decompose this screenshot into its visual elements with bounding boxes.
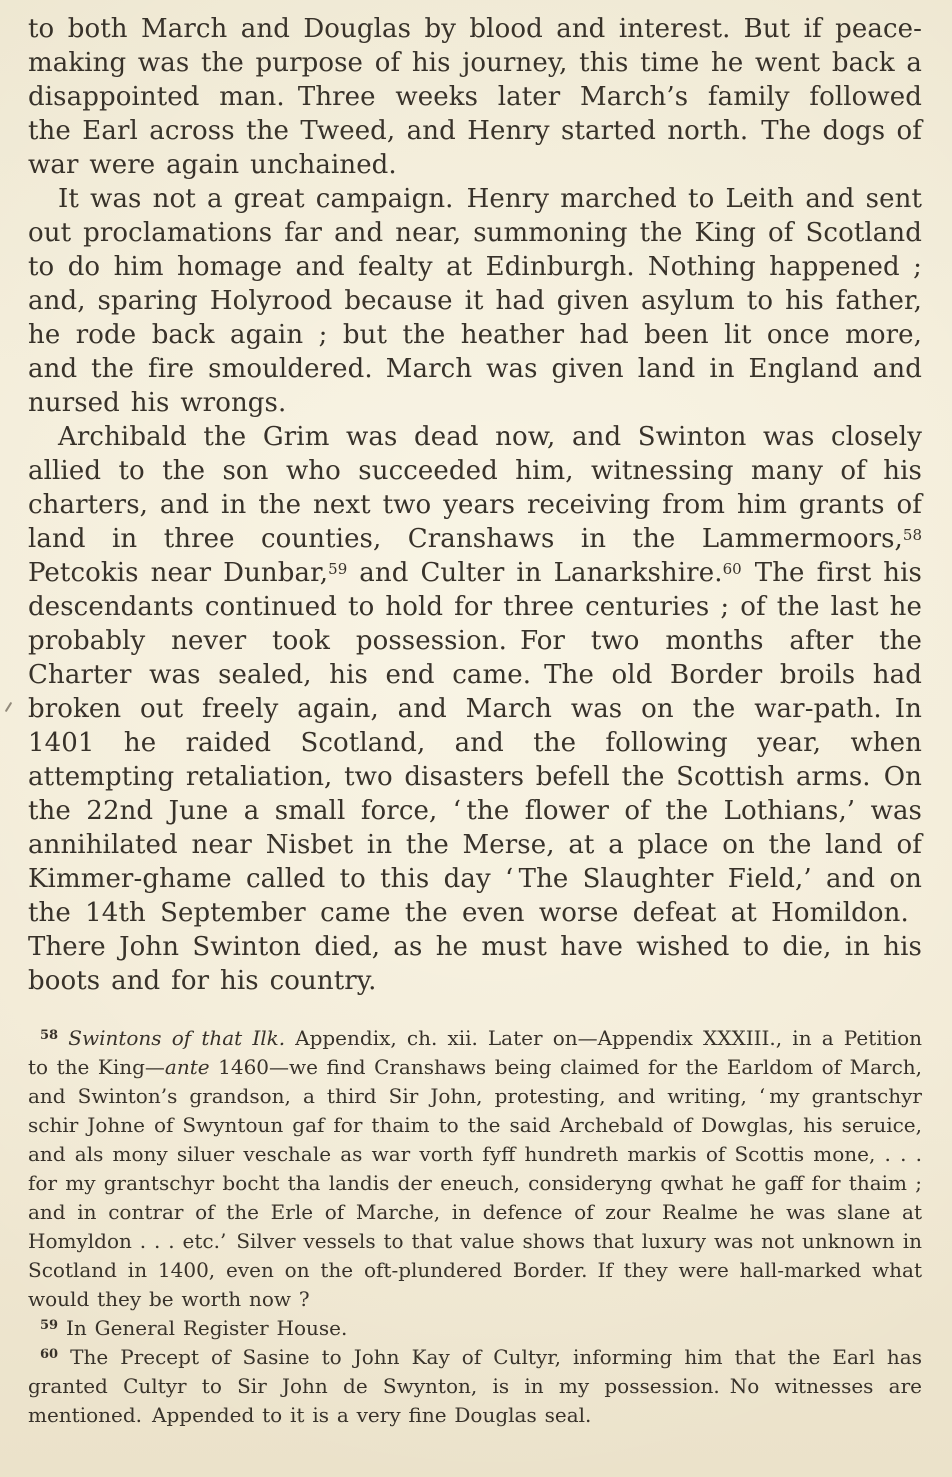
paragraph-2 — [28, 182, 922, 420]
paragraph-text: and Culter in Lanarkshire. — [347, 558, 723, 588]
footnote-source-title: Swintons of that Ilk. — [68, 1026, 286, 1050]
paragraph-text: Petcokis near Dunbar, — [28, 558, 329, 588]
footnote-latin-term: ante — [164, 1055, 210, 1079]
footnote-ref-60: 60 — [722, 559, 742, 578]
paragraph-text: to both March and Douglas by blood and interest. But if peace-making was the purpose of his journey, this time he went back a disappointed man. Three weeks later March’s family followed the Earl across the Tweed, and Henry started north. The dogs of war were again unchained. — [28, 14, 922, 180]
footnote-text: Appendix, ch. xii. Later on—Appendix XXXIII., in a Petition to the King— — [28, 1026, 922, 1079]
paragraph-text: The first his descendants continued to hold for three centuries ; of the last he probably never took possession. For two months after the Charter was sealed, his end came. The old Border broils had broken out freely again, and March was on the war-path. In 1401 he raided Scotland, and the following year, when attempting retaliation, two disasters befell the Scottish arms. On the 22nd June a small force, ‘ the flower of the Lothians,’ was annihilated near Nisbet in the Merse, at a place on the land of Kimmer-ghame called to this day ‘ The Slaughter Field,’ and on the 14th September came the even worse defeat at Homildon. There John Swinton died, as he must have wished to die, in his boots and for his country. — [28, 558, 922, 996]
footnote-text: 1460—we find Cranshaws being claimed for the Earldom of March, and Swinton’s grandson, a third Sir John, protesting, and writing, ‘ my grantschyr schir Johne of Swyntoun gaf for thaim to the said Archebald of Dowglas, his seruice, and als mony siluer veschale as war vorth fyff hundreth markis of Scottis mone, . . . for my grantschyr bocht tha landis der eneuch, consideryng qwhat he gaff for thaim ; and in contrar of the Erle of Marche, in defence of zour Realme he was slane at Homyldon . . . etc.’ Silver vessels to that value shows that luxury was not unknown in Scotland in 1400, even on the oft-plundered Border. If they were hall-marked what would they be worth now ? — [28, 1055, 923, 1311]
footnote-58 — [28, 1024, 922, 1314]
paragraph-text: It was not a great campaign. Henry marched to Leith and sent out proclamations far and near, summoning the King of Scotland to do him homage and fealty at Edinburgh. Nothing happened ; and, sparing Holyrood because it had given asylum to his father, he rode back again ; but the heather had been lit once more, and the fire smouldered. March was given land in England and nursed his wrongs. — [28, 184, 922, 418]
footnote-marker-59: 59 — [40, 1318, 59, 1334]
footnote-ref-58: 58 — [902, 525, 922, 544]
footnote-text: The Precept of Sasine to John Kay of Cultyr, informing him that the Earl has granted Cultyr to Sir John de Swynton, is in my possession. No witnesses are mentioned. Appended to it is a very fine Douglas seal. — [28, 1345, 922, 1427]
footnote-59 — [28, 1314, 922, 1343]
footnotes-section — [28, 1024, 922, 1430]
footnote-60 — [28, 1343, 922, 1430]
footnote-marker-60: 60 — [40, 1347, 59, 1363]
footnote-ref-59: 59 — [328, 559, 348, 578]
main-text — [28, 12, 922, 998]
paragraph-text: Archibald the Grim was dead now, and Swinton was closely allied to the son who succeeded him, witnessing many of his charters, and in the next two years receiving from him grants of land in three counties, Cranshaws in the Lammermoors, — [28, 422, 922, 554]
footnote-text: In General Register House. — [58, 1316, 348, 1340]
paragraph-1 — [28, 12, 922, 182]
footnote-marker-58: 58 — [40, 1028, 59, 1044]
paragraph-3 — [28, 420, 922, 998]
